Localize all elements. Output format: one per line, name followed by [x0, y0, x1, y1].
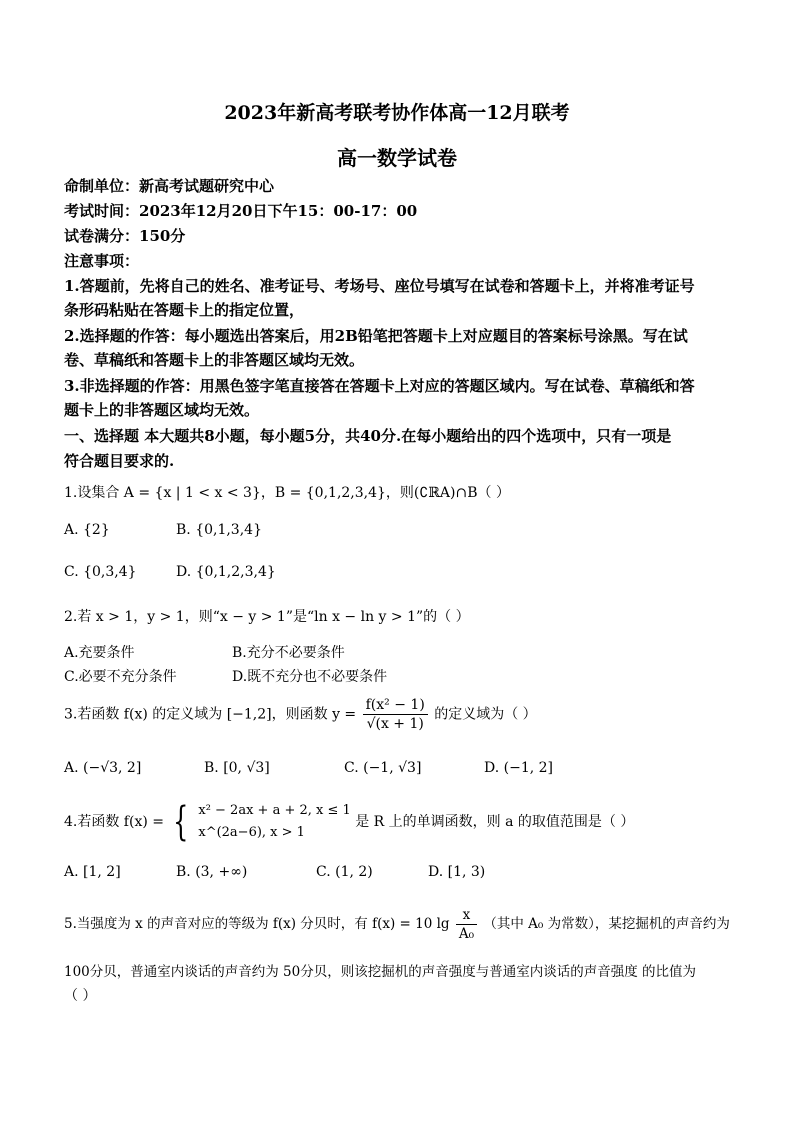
question-2-option-a: A.充要条件 — [64, 645, 135, 661]
question-5-stem-suffix: （其中 A₀ 为常数），某挖掘机的声音约为 — [483, 916, 730, 932]
question-2-option-b: B.充分不必要条件 — [232, 645, 345, 661]
note-2-line-2: 卷、草稿纸和答题卡上的非答题区域均无效。 — [64, 351, 365, 369]
question-5-line-3: （ ） — [64, 988, 97, 1004]
info-notes-title: 注意事项： — [64, 252, 140, 270]
question-1-option-a: A. {2} — [64, 522, 110, 538]
info-unit: 命制单位：新高考试题研究中心 — [64, 177, 275, 195]
question-4-option-d: D. [1, 3) — [428, 864, 486, 880]
question-5-fraction — [456, 906, 477, 943]
question-3-fraction — [363, 696, 428, 733]
note-3-line-2: 题卡上的非答题区域均无效。 — [64, 401, 260, 419]
question-4-stem — [64, 800, 634, 844]
question-3-stem-prefix: 3.若函数 f(x) 的定义域为 [−1,2]，则函数 y = — [64, 706, 357, 723]
question-4-stem-suffix: 是 R 上的单调函数，则 a 的取值范围是（ ） — [355, 814, 635, 830]
question-4-option-c: C. (1, 2) — [316, 864, 373, 880]
question-3-fraction-denominator: √(x + 1) — [366, 716, 424, 732]
question-5-fraction-denominator: A₀ — [458, 926, 475, 942]
section-1-heading-line-1: 一、选择题 本大题共8小题，每小题5分，共40分.在每小题给出的四个选项中，只有一项是 — [64, 427, 672, 445]
question-4-case-2: x^(2a−6), x > 1 — [198, 825, 305, 840]
question-5-stem-prefix: 5.当强度为 x 的声音对应的等级为 f(x) 分贝时，有 f(x) = 10 lg — [64, 916, 450, 932]
question-4-option-b: B. (3, +∞) — [176, 864, 248, 880]
question-4-option-a: A. [1, 2] — [64, 864, 121, 880]
question-4-piecewise-cases — [198, 800, 350, 844]
question-3-stem — [64, 696, 537, 733]
question-3-option-c: C. (−1, √3] — [344, 760, 422, 776]
question-3-option-a: A. (−√3, 2] — [64, 760, 142, 776]
question-3-option-d: D. (−1, 2] — [484, 760, 553, 776]
question-4-case-1: x² − 2ax + a + 2, x ≤ 1 — [198, 803, 351, 818]
question-3-option-b: B. [0, √3] — [204, 760, 270, 776]
note-1-line-2: 条形码粘贴在答题卡上的指定位置， — [64, 301, 305, 319]
piecewise-brace: { — [173, 799, 189, 845]
question-5-fraction-numerator: x — [456, 906, 477, 925]
question-2-option-d: D.既不充分也不必要条件 — [232, 669, 388, 685]
exam-title: 2023年新高考联考协作体高一12月联考 — [224, 102, 570, 124]
question-1-option-b: B. {0,1,3,4} — [176, 522, 262, 538]
question-3-fraction-numerator: f(x² − 1) — [363, 696, 428, 715]
question-3-stem-suffix: 的定义域为（ ） — [434, 706, 537, 723]
question-1-stem: 1.设集合 A = {x | 1 < x < 3}，B = {0,1,2,3,4}，则(∁ℝA)∩B（ ） — [64, 485, 510, 501]
question-5-stem — [64, 906, 730, 943]
question-1-option-d: D. {0,1,2,3,4} — [176, 564, 276, 580]
question-2-stem: 2.若 x > 1，y > 1，则“x − y > 1”是“ln x − ln y > 1”的（ ） — [64, 609, 470, 625]
question-2-option-c: C.必要不充分条件 — [64, 669, 177, 685]
info-score: 试卷满分：150分 — [64, 227, 186, 245]
note-2-line-1: 2.选择题的作答：每小题选出答案后，用2B铅笔把答题卡上对应题目的答案标号涂黑。写在试 — [64, 327, 688, 345]
note-3-line-1: 3.非选择题的作答：用黑色签字笔直接答在答题卡上对应的答题区域内。写在试卷、草稿纸和答 — [64, 377, 695, 395]
question-4-stem-prefix: 4.若函数 f(x) = — [64, 814, 164, 830]
section-1-heading-line-2: 符合题目要求的. — [64, 452, 175, 470]
info-time: 考试时间：2023年12月20日下午15：00-17：00 — [64, 202, 418, 220]
question-5-line-2: 100分贝，普通室内谈话的声音约为 50分贝，则该挖掘机的声音强度与普通室内谈话的声音强度 的比值为 — [64, 964, 697, 980]
exam-subtitle: 高一数学试卷 — [337, 146, 457, 170]
question-1-option-c: C. {0,3,4} — [64, 564, 137, 580]
note-1-line-1: 1.答题前，先将自己的姓名、准考证号、考场号、座位号填写在试卷和答题卡上，并将准考证号 — [64, 277, 695, 295]
